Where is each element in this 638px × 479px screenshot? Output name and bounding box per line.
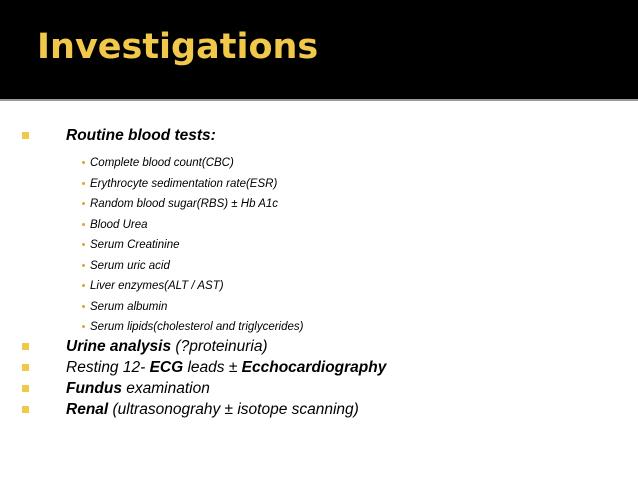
dot-bullet-icon [82,223,85,226]
bullet-bold-text: Renal [66,401,109,418]
square-bullet-icon [22,385,29,392]
bullet-bold-text: ECG [149,359,184,376]
sub-bullet-item [90,218,148,232]
bullet-text: examination [121,380,210,397]
sub-bullet-item [90,320,303,334]
dot-bullet-icon [82,243,85,246]
dot-bullet-icon [82,182,85,185]
dot-bullet-icon [82,161,85,164]
sub-bullet-item [90,238,179,252]
sub-bullet-text: Erythrocyte sedimentation rate(ESR) [90,178,278,190]
dot-bullet-icon [82,284,85,287]
dot-bullet-icon [82,202,85,205]
bullet-bold-text: Urine analysis [66,338,172,355]
sub-bullet-item [90,156,234,170]
sub-bullet-text: Complete blood count(CBC) [90,157,234,169]
bullet-routine-blood-tests [40,127,216,145]
bullet-text: leads ± [183,359,242,376]
bullet-label: Routine blood tests: [66,127,216,144]
sub-bullet-item [90,279,224,293]
square-bullet-icon [22,132,29,139]
bullet-urine-analysis [40,338,268,356]
sub-bullet-text: Serum uric acid [90,260,170,272]
square-bullet-icon [22,343,29,350]
sub-bullet-item [90,300,167,314]
bullet-text: (?proteinuria) [171,338,268,355]
sub-bullet-text: Serum lipids(cholesterol and triglycerides) [90,321,304,333]
bullet-fundus [40,380,210,398]
sub-bullet-text: Blood Urea [90,219,148,231]
square-bullet-icon [22,364,29,371]
slide-header [0,0,638,101]
sub-bullet-text: Liver enzymes(ALT / AST) [90,280,224,292]
sub-bullet-text: Serum Creatinine [90,239,180,251]
dot-bullet-icon [82,264,85,267]
sub-bullet-item [90,197,278,211]
sub-bullet-item [90,259,170,273]
bullet-text: (ultrasonograhy ± isotope scanning) [108,401,359,418]
dot-bullet-icon [82,325,85,328]
square-bullet-icon [22,406,29,413]
bullet-bold-text: Fundus [66,380,122,397]
slide-title: Investigations [37,27,319,67]
sub-bullet-item [90,177,277,191]
sub-bullet-text: Serum albumin [90,301,168,313]
dot-bullet-icon [82,305,85,308]
bullet-ecg [40,359,387,377]
bullet-bold-text: Ecchocardiography [241,359,387,376]
sub-bullet-text: Random blood sugar(RBS) ± Hb A1c [90,198,279,210]
bullet-text: Resting 12- [66,359,150,376]
bullet-renal [40,401,359,419]
